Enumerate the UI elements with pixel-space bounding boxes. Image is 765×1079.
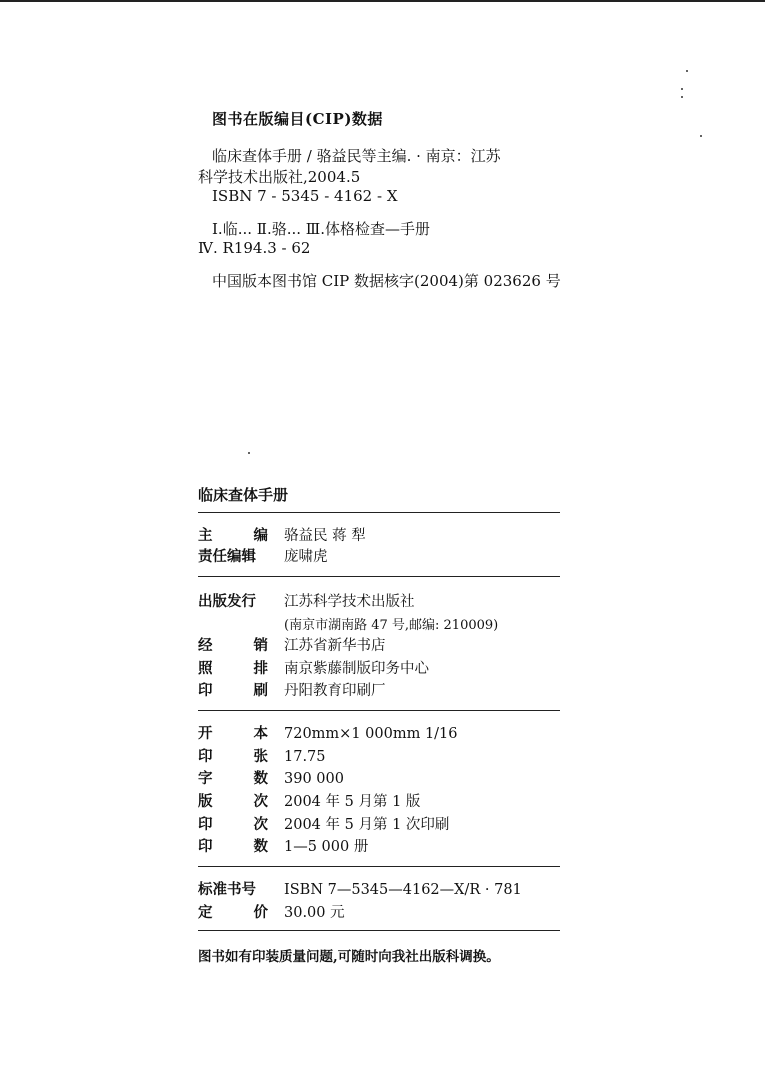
value-distributor: 江苏省新华书店 <box>284 638 386 654</box>
label-isbn: 标准书号 <box>198 881 256 898</box>
value-editors: 骆益民 蒋 犁 <box>284 528 366 544</box>
label-word-count: 字 数 <box>198 770 268 787</box>
value-publisher: 江苏科学技术出版社 <box>284 594 415 610</box>
value-sheets: 17.75 <box>284 749 326 765</box>
divider <box>198 866 560 867</box>
value-impression: 2004 年 5 月第 1 次印刷 <box>284 817 450 833</box>
value-responsible-editor: 庞啸虎 <box>284 549 328 565</box>
value-edition: 2004 年 5 月第 1 版 <box>284 794 421 810</box>
value-price: 30.00 元 <box>284 905 345 921</box>
value-isbn: ISBN 7—5345—4162—X/R · 781 <box>284 882 522 898</box>
scan-speck <box>248 452 250 454</box>
cip-record-number: 中国版本图书馆 CIP 数据核字(2004)第 023626 号 <box>212 272 561 290</box>
scan-speck <box>700 135 702 137</box>
divider <box>198 576 560 577</box>
divider <box>198 512 560 513</box>
divider <box>198 710 560 711</box>
label-impression: 印 次 <box>198 816 268 833</box>
publisher-address: (南京市湖南路 47 号,邮编: 210009) <box>284 618 499 633</box>
cip-subjects: Ⅰ.临... Ⅱ.骆... Ⅲ.体格检查—手册 <box>212 220 431 238</box>
value-printing: 丹阳教育印刷厂 <box>284 683 386 699</box>
label-print-run: 印 数 <box>198 838 268 855</box>
cip-line-2: 科学技术出版社,2004.5 <box>198 168 361 186</box>
cip-isbn: ISBN 7 - 5345 - 4162 - X <box>212 187 398 205</box>
book-title: 临床查体手册 <box>198 486 289 504</box>
divider <box>198 930 560 931</box>
label-responsible-editor: 责任编辑 <box>198 548 256 565</box>
label-format: 开 本 <box>198 725 268 742</box>
value-typesetting: 南京紫藤制版印务中心 <box>284 661 429 677</box>
label-typesetting: 照 排 <box>198 660 268 677</box>
cip-line-1: 临床查体手册 / 骆益民等主编. · 南京：江苏 <box>212 147 501 165</box>
label-price: 定 价 <box>198 904 268 921</box>
cip-classification: Ⅳ. R194.3 - 62 <box>198 239 311 257</box>
value-format: 720mm×1 000mm 1/16 <box>284 726 458 742</box>
label-publisher: 出版发行 <box>198 593 256 610</box>
value-word-count: 390 000 <box>284 771 344 787</box>
label-sheets: 印 张 <box>198 748 268 765</box>
value-print-run: 1—5 000 册 <box>284 839 369 855</box>
label-editors: 主 编 <box>198 527 268 544</box>
cip-heading: 图书在版编目(CIP)数据 <box>212 110 383 128</box>
label-printing: 印 刷 <box>198 682 268 699</box>
scan-speck <box>681 96 683 98</box>
label-edition: 版 次 <box>198 793 268 810</box>
scan-speck <box>681 88 683 90</box>
label-distributor: 经 销 <box>198 637 268 654</box>
top-border-line <box>0 0 765 2</box>
quality-notice: 图书如有印装质量问题,可随时向我社出版科调换。 <box>198 949 500 965</box>
scan-speck <box>686 70 688 72</box>
